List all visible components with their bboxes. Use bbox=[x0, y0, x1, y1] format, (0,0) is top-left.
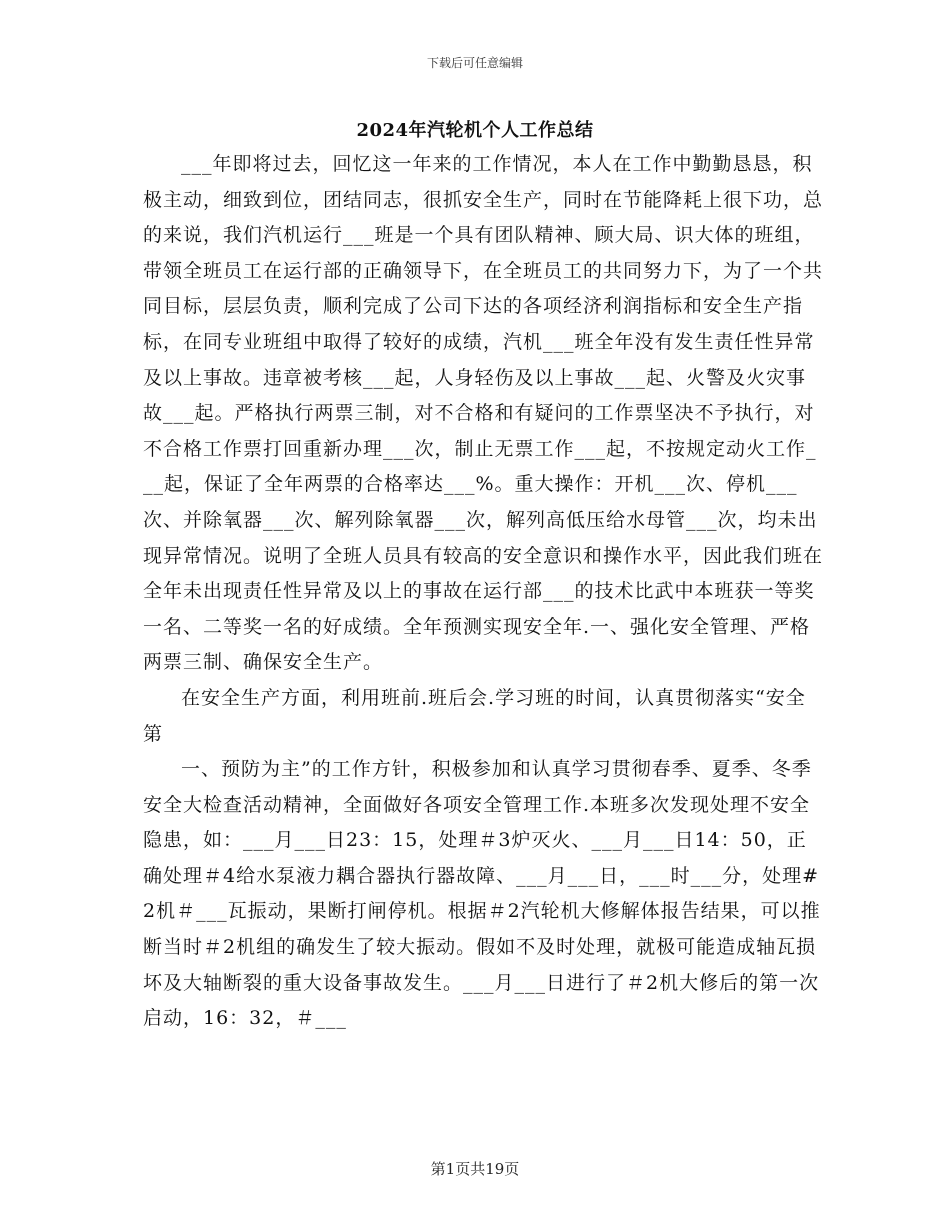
paragraph: 在安全生产方面，利用班前.班后会.学习班的时间，认真贯彻落实“安全第 bbox=[143, 686, 806, 745]
paragraph: 一、预防为主”的工作方针，积极参加和认真学习贯彻春季、夏季、冬季安全大检查活动精神，全面做好各项安全管理工作.本班多次发现处理不安全隐患，如：___月___日23：15，处理＃3炉灭火、___月___日14：50，正确处理＃4给水泵液力耦合器执行器故障、___月___日，___时___分，处理#2机＃___瓦振动，果断打闸停机。根据＃2汽轮机大修解体报告结果，可以推断当时＃2机组的确发生了较大振动。假如不及时处理，就极可能造成轴瓦损坏及大轴断裂的重大设备事故发生。___月___日进行了＃2机大修后的第一次启动，16：32，＃___ bbox=[143, 758, 821, 1030]
document-title: 2024年汽轮机个人工作总结 bbox=[356, 120, 594, 141]
document-body bbox=[143, 147, 823, 1037]
header-note: 下载后可任意编辑 bbox=[426, 56, 523, 70]
page-footer: 第1页共19页 bbox=[430, 1160, 520, 1178]
paragraph: ___年即将过去，回忆这一年来的工作情况，本人在工作中勤勤恳恳，积极主动，细致到位，团结同志，很抓安全生产，同时在节能降耗上很下功，总的来说，我们汽机运行___班是一个具有团队精神、顾大局、识大体的班组，带领全班员工在运行部的正确领导下，在全班员工的共同努力下，为了一个共同目标，层层负责，顺利完成了公司下达的各项经济利润指标和安全生产指标，在同专业班组中取得了较好的成绩，汽机___班全年没有发生责任性异常及以上事故。违章被考核___起，人身轻伤及以上事故___起、火警及火灾事故___起。严格执行两票三制，对不合格和有疑问的工作票坚决不予执行，对不合格工作票打回重新办理___次，制止无票工作___起，不按规定动火工作___起，保证了全年两票的合格率达___%。重大操作：开机___次、停机___次、并除氧器___次、解列除氧器___次，解列高低压给水母管___次，均未出现异常情况。说明了全班人员具有较高的安全意识和操作水平，因此我们班在全年未出现责任性异常及以上的事故在运行部___的技术比武中本班获一等奖一名、二等奖一名的好成绩。全年预测实现安全年.一、强化安全管理、严格两票三制、确保安全生产。 bbox=[143, 153, 824, 674]
